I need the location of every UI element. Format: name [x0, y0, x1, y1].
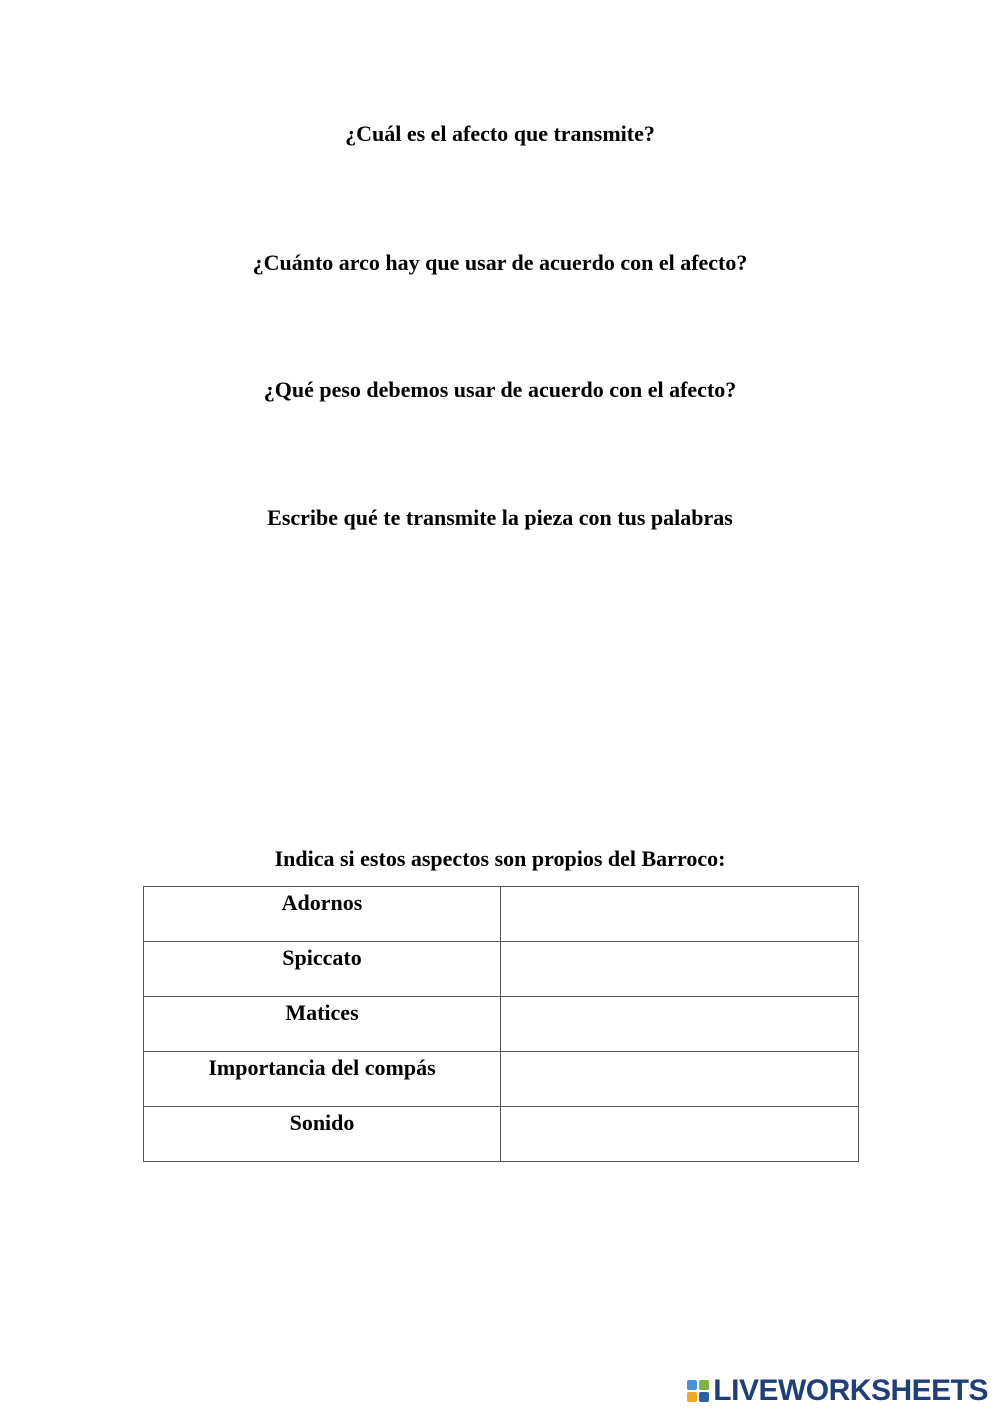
- aspect-label: Adornos: [144, 887, 501, 942]
- aspect-label: Matices: [144, 997, 501, 1052]
- question-bow-amount: ¿Cuánto arco hay que usar de acuerdo con el afecto?: [252, 250, 748, 275]
- table-row: [144, 997, 859, 1052]
- table-row: [144, 1052, 859, 1107]
- table-row: [144, 887, 859, 942]
- table-row: [144, 1107, 859, 1162]
- answer-cell[interactable]: [501, 997, 859, 1052]
- aspect-label: Spiccato: [144, 942, 501, 997]
- aspect-label: Importancia del compás: [144, 1052, 501, 1107]
- answer-cell[interactable]: [501, 887, 859, 942]
- baroque-aspects-table: [143, 886, 859, 1162]
- logo-text: LIVEWORKSHEETS: [713, 1374, 988, 1407]
- question-bow-weight: ¿Qué peso debemos usar de acuerdo con el afecto?: [263, 377, 737, 402]
- liveworksheets-logo: [687, 1375, 988, 1407]
- question-affect: ¿Cuál es el afecto que transmite?: [345, 121, 655, 146]
- answer-cell[interactable]: [501, 942, 859, 997]
- table-heading: Indica si estos aspectos son propios del Barroco:: [274, 846, 726, 871]
- answer-cell[interactable]: [501, 1107, 859, 1162]
- table-row: [144, 942, 859, 997]
- question-own-words: Escribe qué te transmite la pieza con tus palabras: [267, 505, 733, 530]
- answer-cell[interactable]: [501, 1052, 859, 1107]
- logo-mark-icon: [687, 1380, 709, 1402]
- aspect-label: Sonido: [144, 1107, 501, 1162]
